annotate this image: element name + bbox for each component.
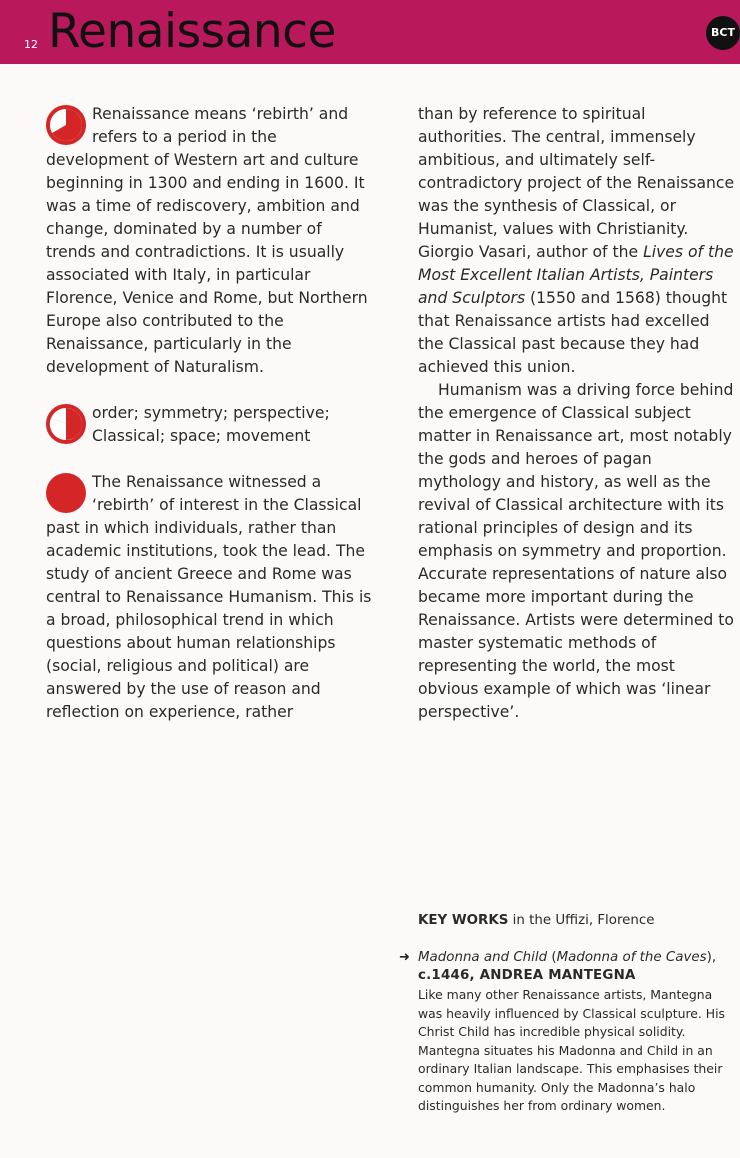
keywords-text: order; symmetry; perspective; Classical; space; movement — [92, 404, 330, 445]
intro-block — [46, 103, 376, 379]
right-paragraph-1: than by reference to spiritual authorities. The central, immensely ambitious, and ultimately self-contradictory project of the Renaissance was the synthesis of Classical, or Humanist, values with Christianity. Giorgio Vasari, author of the Lives of the Most Excellent Italian Artists, Painters and Sculptors (1550 and 1568) thought that Renaissance artists had excelled the Classical past because they had achieved this union. — [418, 105, 735, 376]
key-work-date-artist: c.1446, ANDREA MANTEGNA — [418, 968, 636, 983]
pie-clock-three-quarters-icon — [46, 105, 86, 145]
page-title: Renaissance — [48, 4, 336, 59]
key-works-section — [399, 912, 740, 1116]
full-circle-icon — [46, 473, 86, 513]
background-text: The Renaissance witnessed a ‘rebirth’ of interest in the Classical past in which individuals, rather than academic institutions, took the lead. The study of ancient Greece and Rome was central to Renaissance Humanism. This is a broad, philosophical trend in which questions about human relationships (social, religious and political) are answered by the use of reason and reflection on experience, rather — [46, 473, 372, 721]
left-column — [46, 103, 376, 747]
key-works-heading: KEY WORKS in the Uffizi, Florence — [418, 913, 655, 928]
intro-text: Renaissance means ‘rebirth’ and refers to a period in the development of Western art and culture beginning in 1300 and ending in 1600. It was a time of rediscovery, ambition and change, dominated by a number of trends and contradictions. It is usually associated with Italy, in particular Florence, Venice and Rome, but Northern Europe also contributed to the Renaissance, particularly in the development of Naturalism. — [46, 105, 368, 376]
key-work-description: Like many other Renaissance artists, Mantegna was heavily influenced by Classical sculpture. His Christ Child has incredible physical solidity. Mantegna situates his Madonna and Child in an ordinary Italian landscape. This emphasises their common humanity. Only the Madonna’s halo distinguishes her from ordinary women. — [418, 987, 725, 1113]
section-badge: BCT — [706, 16, 740, 50]
right-paragraph-2: Humanism was a driving force behind the emergence of Classical subject matter in Renaissance art, most notably the gods and heroes of pagan mythology and history, as well as the revival of Classical architecture with its rational principles of design and its emphasis on symmetry and proportion. Accurate representations of nature also became more important during the Renaissance. Artists were determined to master systematic methods of representing the world, the most obvious example of which was ‘linear perspective’. — [418, 381, 734, 721]
page-header — [0, 0, 740, 64]
arrow-right-icon: ➜ — [399, 950, 410, 965]
key-work-title: ➜ Madonna and Child (Madonna of the Caves), — [399, 950, 717, 965]
pie-clock-two-thirds-icon — [46, 404, 86, 444]
right-column — [418, 103, 738, 724]
book-title: Lives of the Most Excellent Italian Artists, Painters and Sculptors — [418, 243, 734, 307]
keywords-block — [46, 402, 376, 448]
page-number: 12 — [24, 38, 38, 51]
background-block — [46, 471, 376, 724]
